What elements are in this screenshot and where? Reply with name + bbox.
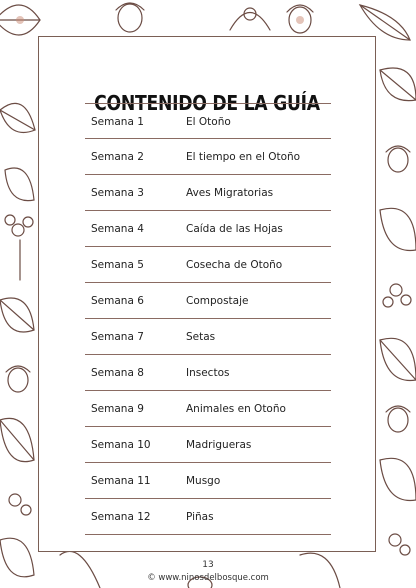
toc-row [85,427,331,463]
week-label: Semana 1 [91,116,144,128]
toc-row [85,463,331,499]
week-label: Semana 12 [91,511,151,523]
week-label: Semana 2 [91,151,144,163]
week-label: Semana 4 [91,223,144,235]
toc-row [85,499,331,535]
week-label: Semana 3 [91,187,144,199]
toc-row [85,175,331,211]
topic-label: El tiempo en el Otoño [186,151,301,163]
toc-row [85,139,331,175]
toc-row [85,211,331,247]
toc-row [85,103,331,139]
topic-label: Compostaje [186,295,249,307]
topic-label: Piñas [186,511,214,523]
toc-row [85,319,331,355]
week-label: Semana 11 [91,475,151,487]
topic-label: El Otoño [186,116,231,128]
topic-label: Animales en Otoño [186,403,286,415]
toc-row [85,247,331,283]
week-label: Semana 5 [91,259,144,271]
topic-label: Aves Migratorias [186,187,274,199]
toc-list [85,103,331,535]
topic-label: Insectos [186,367,230,379]
toc-row [85,283,331,319]
toc-row [85,355,331,391]
week-label: Semana 9 [91,403,144,415]
page-number: 13 [202,560,214,570]
week-label: Semana 10 [91,439,151,451]
page-title: CONTENIDO DE LA GUÍA [94,91,320,115]
footer-copyright: © www.ninosdelbosque.com [147,573,269,583]
topic-label: Madrigueras [186,439,252,451]
topic-label: Musgo [186,475,221,487]
topic-label: Caída de las Hojas [186,223,283,235]
topic-label: Cosecha de Otoño [186,259,283,271]
week-label: Semana 8 [91,367,144,379]
topic-label: Setas [186,331,216,343]
week-label: Semana 6 [91,295,144,307]
week-label: Semana 7 [91,331,144,343]
toc-row [85,391,331,427]
toc-card [38,36,376,552]
